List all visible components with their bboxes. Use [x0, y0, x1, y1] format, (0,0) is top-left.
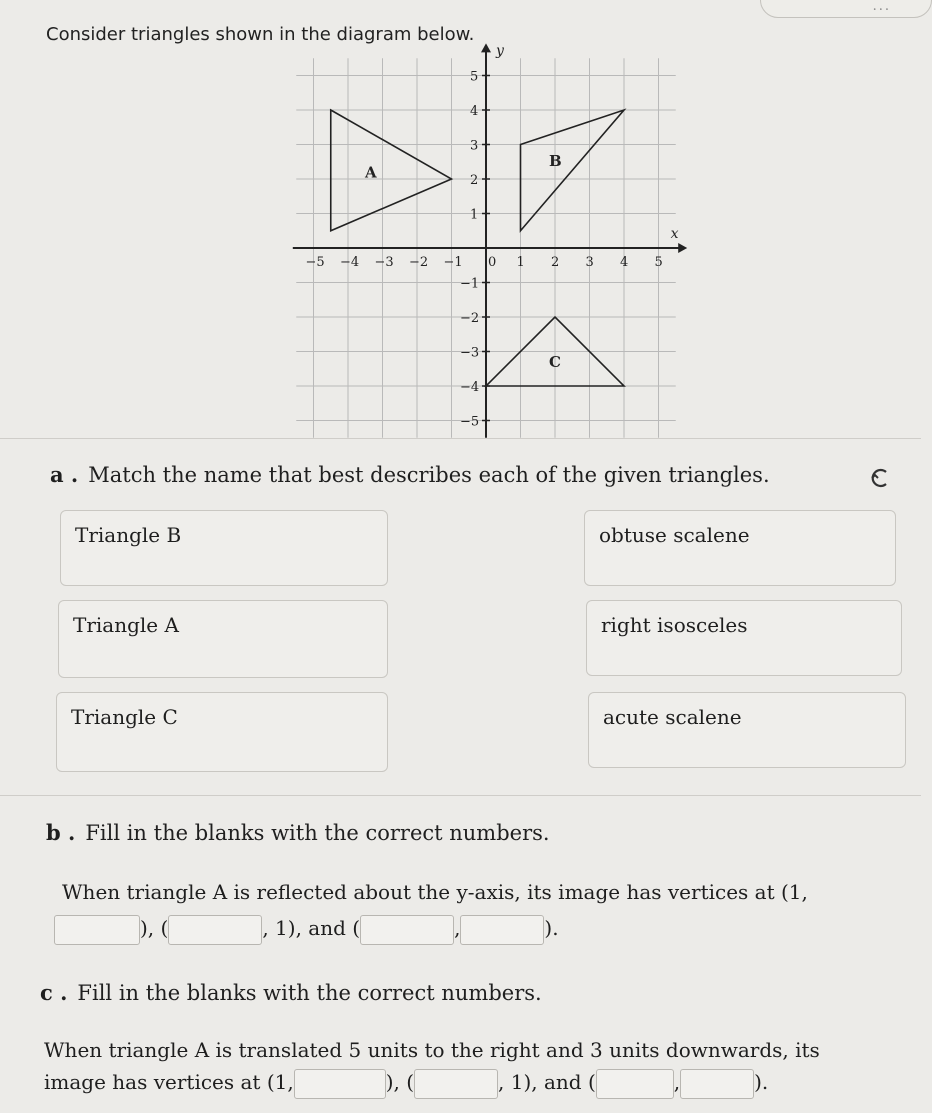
y-tick-label: 2	[470, 173, 479, 188]
match-left-2-label: Triangle A	[73, 613, 179, 637]
x-tick-label: −5	[305, 255, 325, 270]
blank-c3[interactable]	[596, 1069, 674, 1099]
blank-c2[interactable]	[414, 1069, 498, 1099]
y-tick-label: 5	[470, 69, 479, 85]
top-control[interactable]	[760, 0, 932, 18]
y-tick-label: −1	[460, 276, 480, 292]
y-tick-label: −2	[460, 311, 480, 326]
x-tick-label: −1	[443, 255, 463, 270]
tick-labels	[306, 70, 663, 430]
part-a-letter: a .	[50, 462, 79, 487]
y-tick-label: 1	[470, 207, 479, 223]
x-axis-arrow	[678, 243, 687, 253]
match-right-2-label: right isosceles	[601, 613, 748, 637]
part-b-letter: b .	[46, 820, 76, 845]
x-tick-label: 5	[654, 255, 663, 270]
match-left-1-label: Triangle B	[75, 523, 182, 547]
y-tick-label: 4	[470, 104, 479, 119]
y-tick-label: −3	[460, 345, 480, 361]
part-c-prompt	[40, 980, 542, 1005]
part-b-t4: ).	[544, 916, 559, 940]
part-b-t1: ), (	[140, 916, 169, 940]
x-tick-label: 4	[620, 255, 629, 270]
x-tick-label: −4	[340, 255, 360, 270]
part-c-letter: c .	[40, 980, 68, 1005]
triangle-a	[331, 110, 452, 231]
match-left-1[interactable]	[60, 510, 388, 586]
triangle-a-label: A	[365, 163, 377, 182]
refresh-icon[interactable]	[868, 466, 892, 490]
blank-b3[interactable]	[360, 915, 454, 945]
blank-c4[interactable]	[680, 1069, 754, 1099]
match-right-1[interactable]	[584, 510, 896, 586]
divider	[0, 795, 921, 796]
triangle-b	[521, 110, 625, 231]
triangle-b-label: B	[549, 151, 562, 170]
blank-b4[interactable]	[460, 915, 544, 945]
divider	[0, 438, 921, 439]
x-tick-label: 2	[551, 255, 560, 270]
part-c-line1: When triangle A is translated 5 units to the right and 3 units downwards, its	[44, 1038, 820, 1062]
part-c-t1: ), (	[385, 1070, 415, 1094]
part-c-t3: ,	[673, 1070, 681, 1094]
blank-b2[interactable]	[168, 915, 262, 945]
x-tick-label: 0	[488, 255, 497, 270]
y-axis-label: y	[496, 42, 504, 59]
intro-text: Consider triangles shown in the diagram below.	[46, 24, 475, 45]
y-tick-label: −5	[460, 414, 480, 430]
y-tick-label: 3	[470, 138, 479, 154]
x-tick-label: −2	[409, 255, 429, 270]
part-c-line2	[44, 1064, 768, 1100]
match-left-2[interactable]	[58, 600, 388, 678]
match-left-3-label: Triangle C	[71, 705, 178, 729]
match-right-1-label: obtuse scalene	[599, 523, 750, 547]
y-axis-arrow	[481, 43, 491, 52]
more-dots: ...	[872, 0, 891, 14]
x-axis-label: x	[670, 226, 679, 242]
match-left-3[interactable]	[56, 692, 388, 772]
blank-b1[interactable]	[54, 915, 140, 945]
blank-c1[interactable]	[294, 1069, 386, 1099]
part-b-t3: ,	[454, 916, 461, 940]
x-tick-label: 1	[516, 255, 525, 270]
y-tick-label: −4	[460, 380, 480, 395]
coordinate-grid	[286, 42, 679, 430]
part-b-text: Fill in the blanks with the correct numbers.	[85, 821, 550, 845]
part-a-text: Match the name that best describes each of the given triangles.	[88, 463, 770, 487]
part-a-prompt	[50, 462, 770, 487]
x-tick-label: 3	[585, 255, 594, 270]
part-b-line1: When triangle A is reflected about the y-axis, its image has vertices at (1,	[62, 880, 808, 904]
part-c-t4: ).	[754, 1070, 769, 1094]
x-tick-label: −3	[374, 255, 394, 270]
part-c-t0: image has vertices at (1,	[44, 1070, 294, 1094]
part-b-t2: , 1), and (	[262, 916, 361, 940]
part-c-text: Fill in the blanks with the correct numbers.	[77, 981, 542, 1005]
part-b-prompt	[46, 820, 550, 845]
match-right-3-label: acute scalene	[603, 705, 742, 729]
triangle-c-label: C	[549, 353, 561, 371]
axes	[293, 43, 687, 438]
match-right-2[interactable]	[586, 600, 902, 676]
part-b-line2	[54, 910, 559, 946]
part-c-t2: , 1), and (	[498, 1070, 596, 1094]
match-right-3[interactable]	[588, 692, 906, 768]
